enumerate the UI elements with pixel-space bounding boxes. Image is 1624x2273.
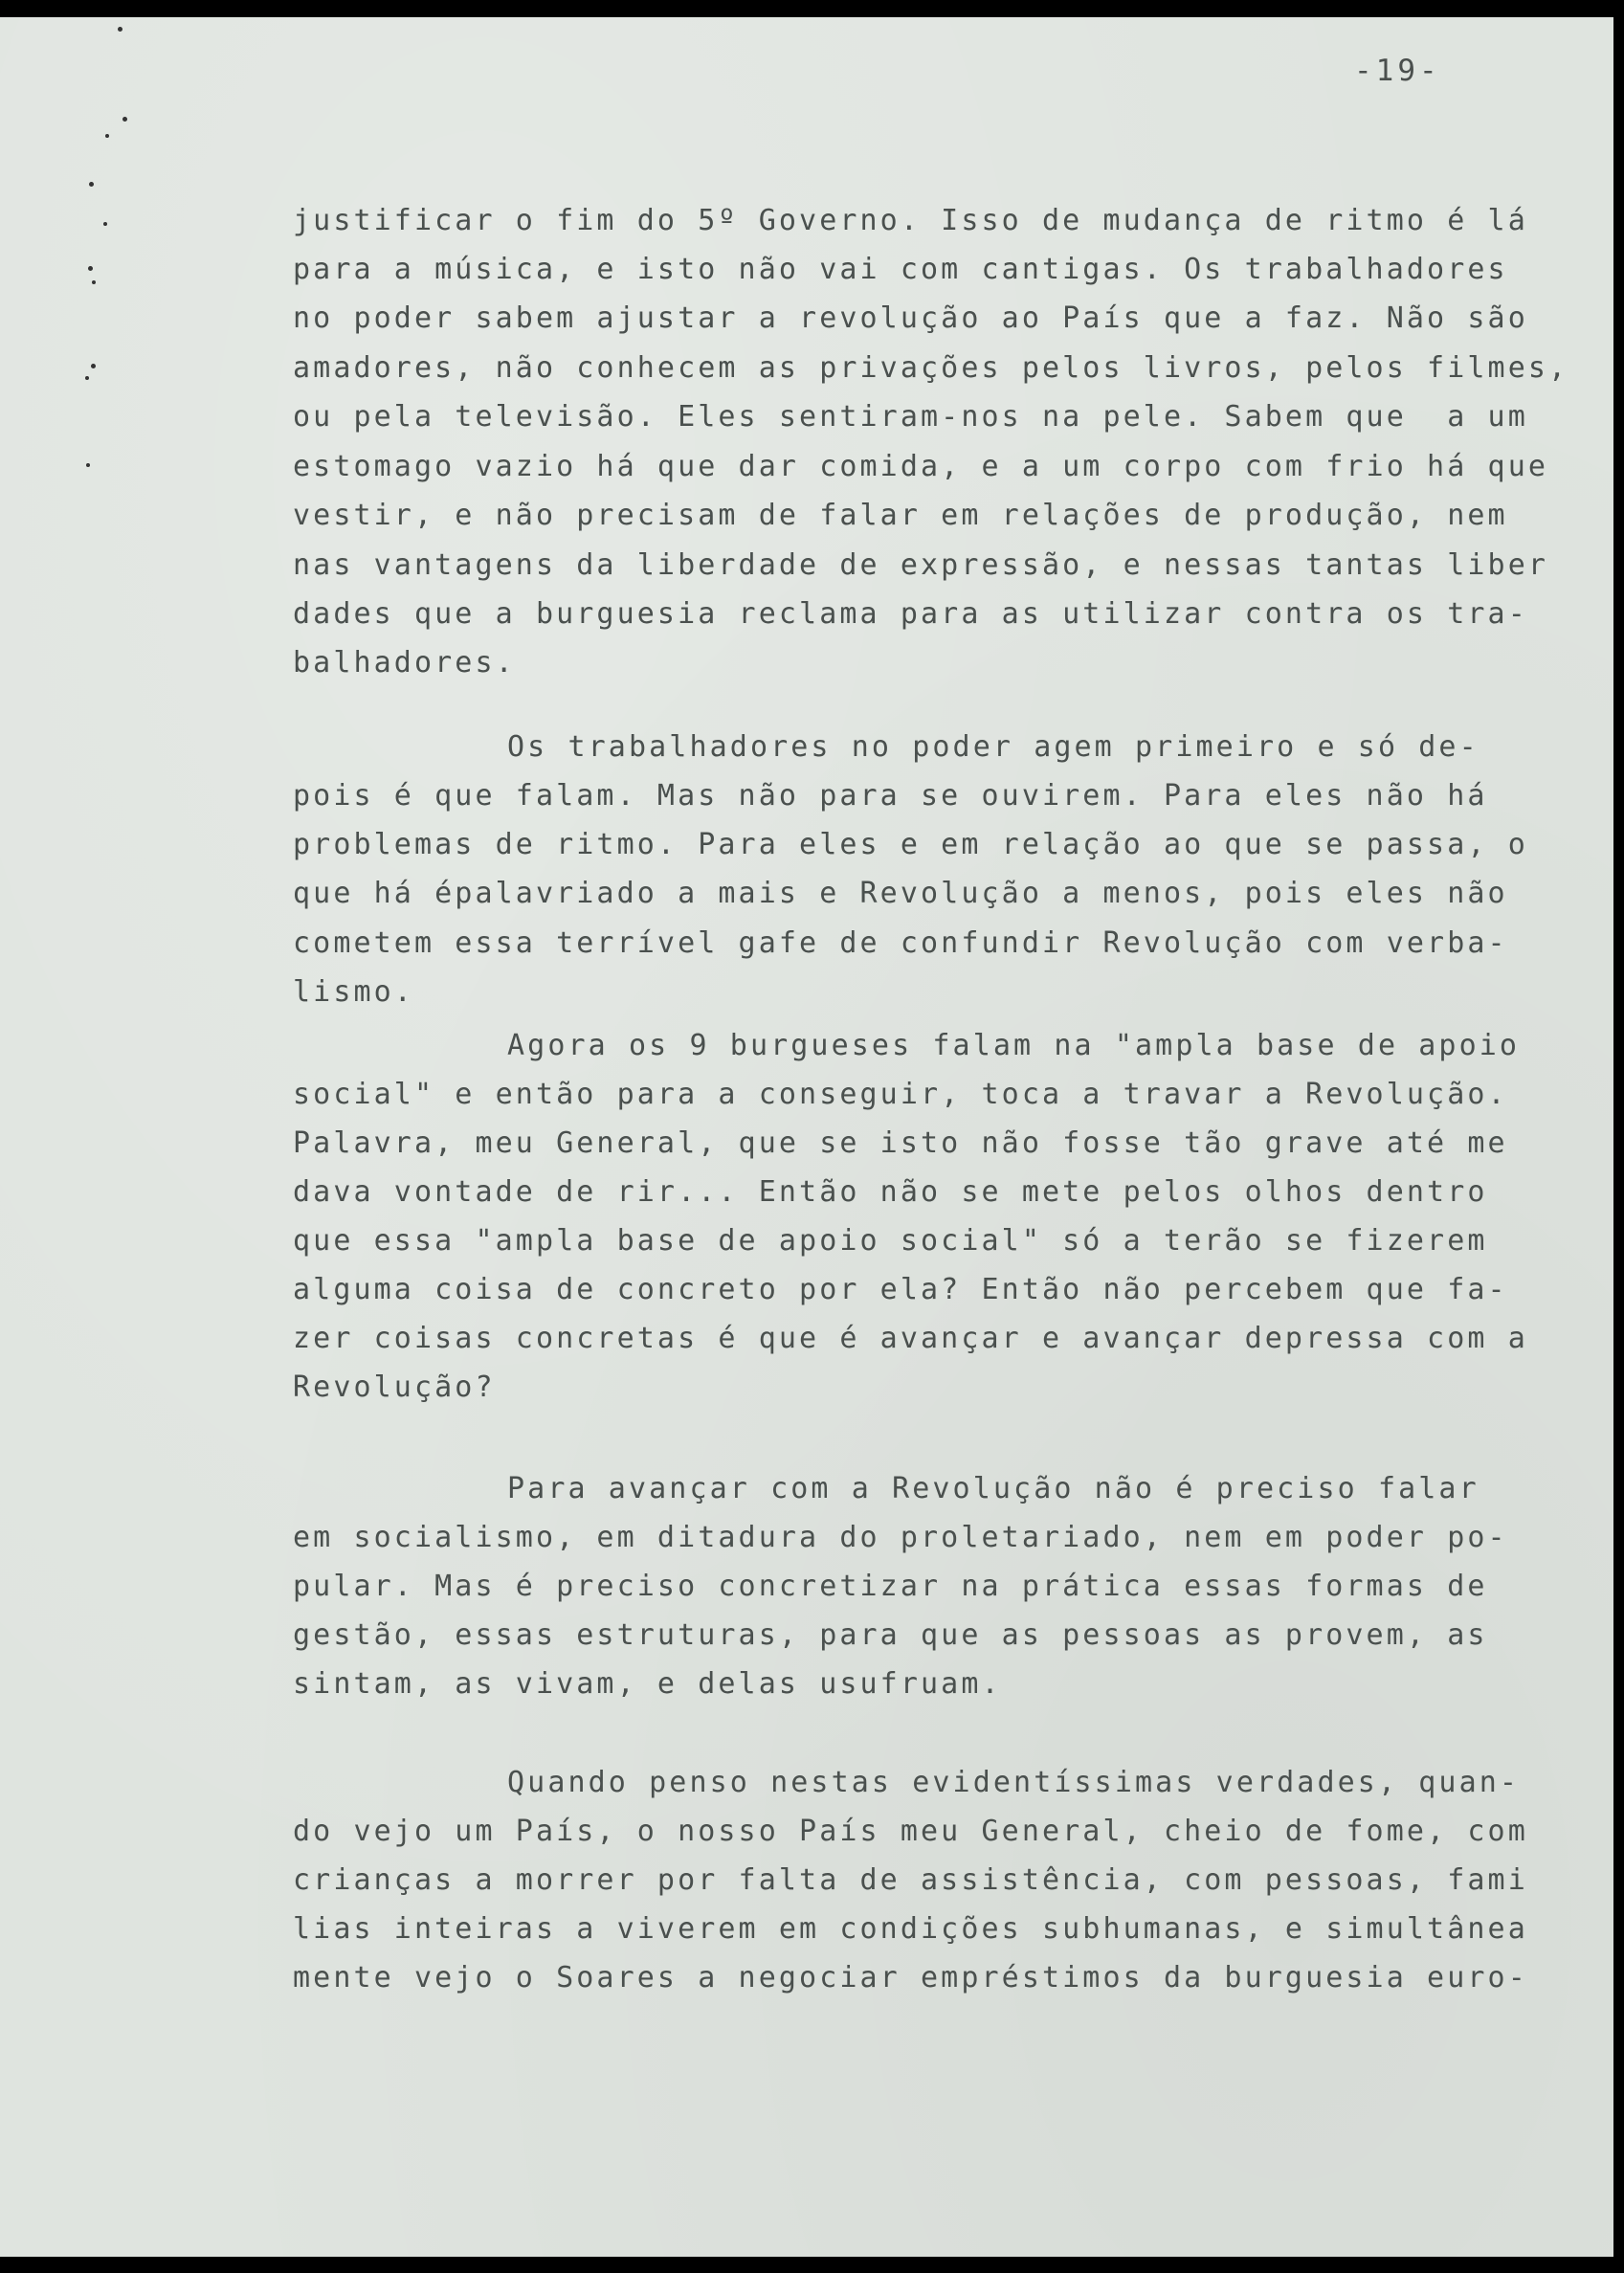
punch-hole-mark — [103, 222, 107, 226]
punch-hole-mark — [118, 27, 122, 32]
text-line: justificar o fim do 5º Governo. Isso de mudança de ritmo é lá — [293, 204, 1528, 237]
text-line: amadores, não conhecem as privações pelos livros, pelos filmes, — [293, 351, 1569, 385]
text-line: Quando penso nestas evidentíssimas verdades, quan- — [507, 1766, 1521, 1799]
text-line: zer coisas concretas é que é avançar e avançar depressa com a — [293, 1322, 1528, 1355]
text-line: pular. Mas é preciso concretizar na prática essas formas de — [293, 1570, 1488, 1603]
text-line: lias inteiras a viverem em condições subhumanas, e simultânea — [293, 1912, 1528, 1946]
text-line: pois é que falam. Mas não para se ouvirem. Para eles não há — [293, 779, 1488, 813]
punch-hole-mark — [89, 182, 94, 187]
text-line: nas vantagens da liberdade de expressão, e nessas tantas liber — [293, 548, 1549, 582]
text-line: que essa "ampla base de apoio social" só a terão se fizerem — [293, 1224, 1488, 1258]
punch-hole-mark — [91, 364, 96, 368]
punch-hole-mark — [105, 134, 109, 138]
text-line: Os trabalhadores no poder agem primeiro e só de- — [507, 730, 1479, 764]
text-line: Agora os 9 burgueses falam na "ampla base de apoio — [507, 1029, 1521, 1062]
document-page — [0, 17, 1613, 2257]
text-line: no poder sabem ajustar a revolução ao País que a faz. Não são — [293, 301, 1528, 335]
text-line: sintam, as vivam, e delas usufruam. — [293, 1667, 1002, 1701]
text-line: social" e então para a conseguir, toca a travar a Revolução. — [293, 1078, 1508, 1111]
text-line: dava vontade de rir... Então não se mete pelos olhos dentro — [293, 1175, 1488, 1209]
text-line: dades que a burguesia reclama para as utilizar contra os tra- — [293, 597, 1528, 631]
punch-hole-mark — [122, 117, 127, 122]
punch-hole-mark — [92, 280, 96, 284]
text-line: Revolução? — [293, 1370, 496, 1404]
text-line: do vejo um País, o nosso País meu General, cheio de fome, com — [293, 1815, 1528, 1848]
text-line: mente vejo o Soares a negociar empréstimos da burguesia euro- — [293, 1961, 1528, 1994]
page-number: -19- — [1354, 54, 1441, 88]
text-line: problemas de ritmo. Para eles e em relação ao que se passa, o — [293, 828, 1528, 861]
punch-hole-mark — [88, 266, 93, 271]
punch-hole-mark — [86, 463, 90, 467]
text-line: lismo. — [293, 975, 414, 1009]
punch-hole-mark — [85, 376, 89, 380]
text-line: em socialismo, em ditadura do proletariado, nem em poder po- — [293, 1521, 1508, 1554]
text-line: alguma coisa de concreto por ela? Então não percebem que fa- — [293, 1273, 1508, 1306]
text-line: ou pela televisão. Eles sentiram-nos na pele. Sabem que a um — [293, 400, 1528, 434]
text-line: para a música, e isto não vai com cantigas. Os trabalhadores — [293, 253, 1508, 286]
text-line: balhadores. — [293, 646, 516, 680]
text-line: cometem essa terrível gafe de confundir Revolução com verba- — [293, 926, 1508, 960]
text-line: crianças a morrer por falta de assistência, com pessoas, fami — [293, 1863, 1528, 1897]
text-line: gestão, essas estruturas, para que as pessoas as provem, as — [293, 1618, 1488, 1652]
text-line: Para avançar com a Revolução não é preciso falar — [507, 1472, 1479, 1505]
text-line: estomago vazio há que dar comida, e a um corpo com frio há que — [293, 450, 1549, 483]
text-line: que há épalavriado a mais e Revolução a menos, pois eles não — [293, 877, 1508, 910]
text-line: vestir, e não precisam de falar em relações de produção, nem — [293, 499, 1508, 532]
text-line: Palavra, meu General, que se isto não fosse tão grave até me — [293, 1126, 1508, 1160]
